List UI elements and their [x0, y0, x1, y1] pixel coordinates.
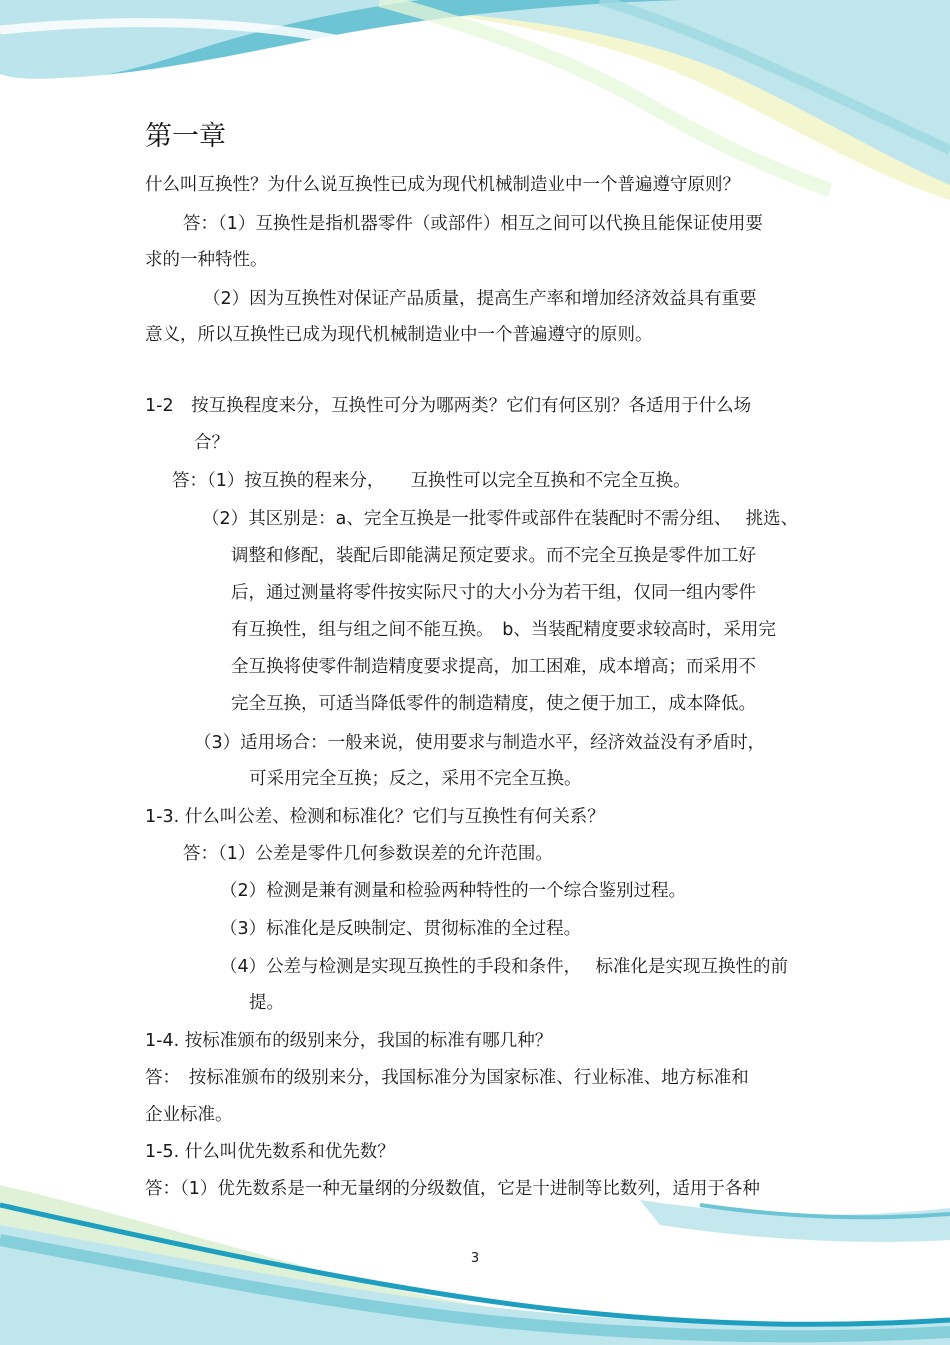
question-line: 1-4. 按标准颁布的级别来分，我国的标准有哪几种？ — [145, 1031, 553, 1051]
question-line: 1-2 按互换程度来分，互换性可分为哪两类？它们有何区别？各适用于什么场 — [145, 396, 752, 416]
question-line: 什么叫互换性？为什么说互换性已成为现代机械制造业中一个普遍遵守原则？ — [145, 175, 740, 195]
page-number: 3 — [470, 1251, 480, 1266]
answer-line: 答：（1）公差是零件几何参数误差的允许范围。 — [183, 844, 553, 864]
answer-line: 意义，所以互换性已成为现代机械制造业中一个普遍遵守的原则。 — [145, 325, 653, 345]
answer-line: （2）检测是兼有测量和检验两种特性的一个综合鉴别过程。 — [220, 881, 687, 901]
answer-line: 答：（1）互换性是指机器零件（或部件）相互之间可以代换且能保证使用要 — [183, 214, 763, 234]
answer-line: 调整和修配，装配后即能满足预定要求。而不完全互换是零件加工好 — [231, 546, 756, 566]
question-line: 1-5. 什么叫优先数系和优先数？ — [145, 1142, 395, 1162]
answer-line: 提。 — [249, 993, 284, 1013]
answer-line: 全互换将使零件制造精度要求提高，加工困难，成本增高；而采用不 — [231, 657, 756, 677]
answer-line: 答：（1）优先数系是一种无量纲的分级数值，它是十进制等比数列，适用于各种 — [145, 1179, 760, 1199]
answer-line: （3）适用场合：一般来说，使用要求与制造水平，经济效益没有矛盾时， — [194, 733, 766, 753]
answer-line: 企业标准。 — [145, 1105, 233, 1125]
answer-line: （2）其区别是：a、完全互换是一批零件或部件在装配时不需分组、 挑选、 — [202, 509, 799, 529]
answer-line: （3）标准化是反映制定、贯彻标准的全过程。 — [220, 919, 582, 939]
chapter-title: 第一章 — [145, 121, 226, 152]
answer-line: 完全互换，可适当降低零件的制造精度，使之便于加工，成本降低。 — [231, 694, 756, 714]
answer-line: 答： 按标准颁布的级别来分，我国标准分为国家标准、行业标准、地方标准和 — [145, 1068, 749, 1088]
answer-line: 答：（1）按互换的程来分， 互换性可以完全互换和不完全互换。 — [172, 471, 691, 491]
answer-line: （2）因为互换性对保证产品质量，提高生产率和增加经济效益具有重要 — [203, 289, 757, 309]
question-line: 1-3. 什么叫公差、检测和标准化？它们与互换性有何关系？ — [145, 807, 605, 827]
question-line: 合？ — [194, 433, 229, 453]
answer-line: 求的一种特性。 — [145, 250, 268, 270]
answer-line: 后，通过测量将零件按实际尺寸的大小分为若干组，仅同一组内零件 — [231, 583, 756, 603]
answer-line: 有互换性，组与组之间不能互换。 b、当装配精度要求较高时，采用完 — [231, 620, 776, 640]
decorative-wave-header — [0, 0, 950, 200]
answer-line: 可采用完全互换；反之，采用不完全互换。 — [249, 769, 582, 789]
answer-line: （4）公差与检测是实现互换性的手段和条件， 标准化是实现互换性的前 — [220, 957, 788, 977]
